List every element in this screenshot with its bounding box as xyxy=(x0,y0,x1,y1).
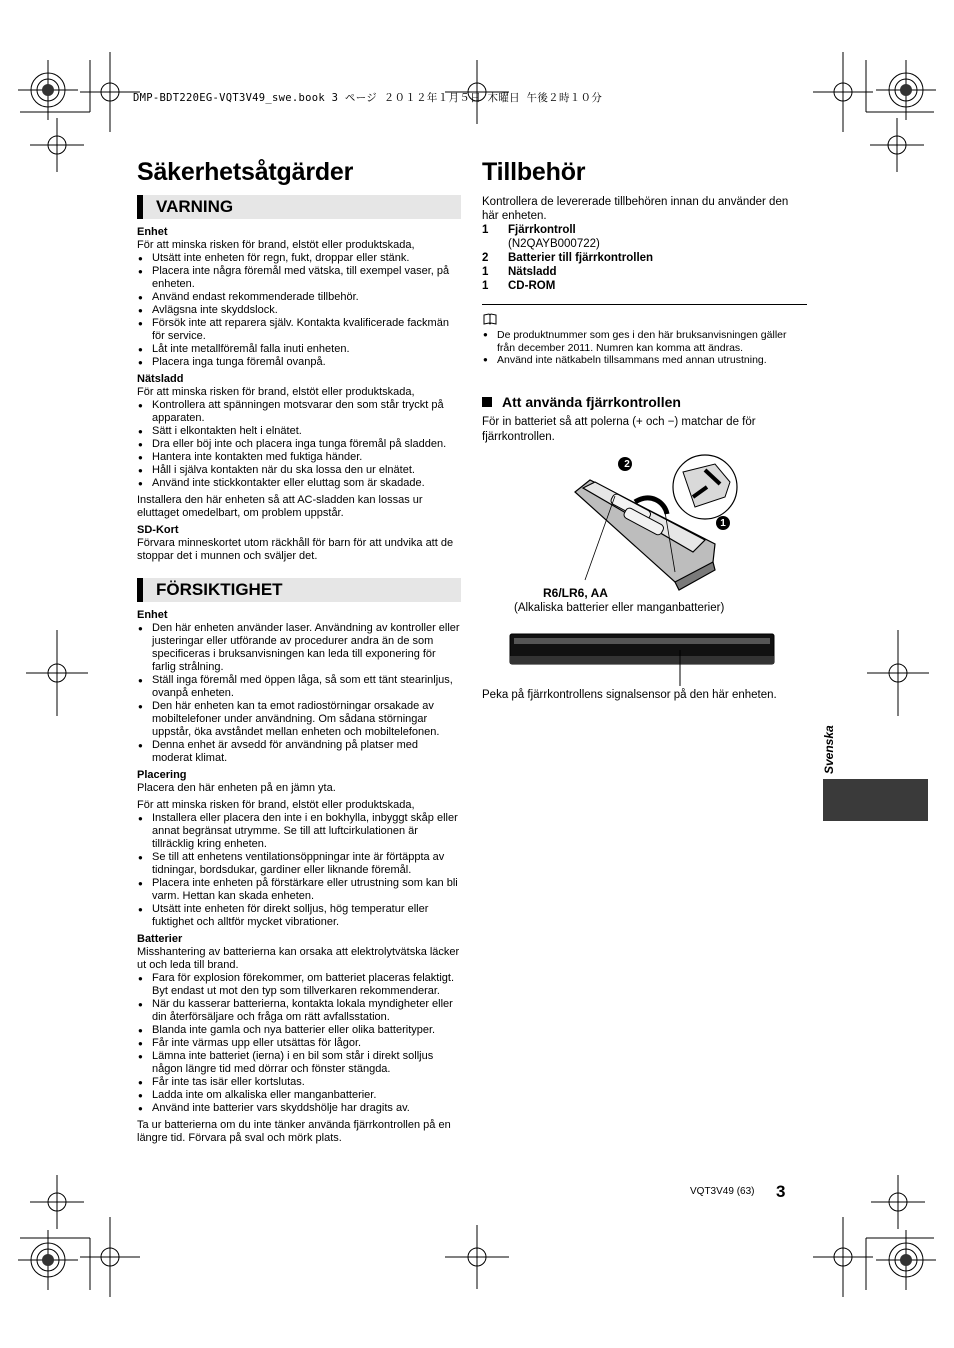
battery-type-label: R6/LR6, AA xyxy=(543,586,608,600)
natsladd-note: Installera den här enheten så att AC-sladden kan lossas ur eluttaget omedelbart, om problem uppstår. xyxy=(137,494,423,519)
list-item: ● Ställ inga föremål med öppen låga, så som ett tänt stearinljus, ovanpå enheten. xyxy=(137,674,461,700)
list-item: ● Hantera inte kontakten med fuktiga händer. xyxy=(137,451,461,464)
batterier-heading: Batterier xyxy=(137,933,183,945)
list-item: ● De produktnummer som ges i den här bruksanvisningen gäller från december 2011. Numren kan komma att ändras. xyxy=(482,329,807,354)
list-item: ● Kontrollera att spänningen motsvarar den som står tryckt på apparaten. xyxy=(137,399,461,425)
enhet2-heading: Enhet xyxy=(137,609,168,621)
batterier-list xyxy=(137,972,461,1115)
language-tab xyxy=(823,779,928,821)
list-item: ● Använd endast rekommenderade tillbehör. xyxy=(137,291,461,304)
list-item: ● Blanda inte gamla och nya batterier eller olika batterityper. xyxy=(137,1024,461,1037)
natsladd-list xyxy=(137,399,461,490)
varning-bar xyxy=(137,195,461,219)
list-item: ● Placera inga tunga föremål ovanpå. xyxy=(137,356,461,369)
language-tab-label: Svenska xyxy=(822,725,836,774)
list-item: ● Installera eller placera den inte i en bokhylla, inbyggt skåp eller annat begränsat utrymme. Se till att luftcirkulationen är tillräcklig kring enheten. xyxy=(137,812,461,851)
section-divider xyxy=(482,304,807,305)
accessory-qty: 1 xyxy=(482,224,489,236)
page-number: 3 xyxy=(776,1182,786,1201)
enhet-intro: För att minska risken för brand, elstöt eller produktskada, xyxy=(137,239,415,251)
sensor-note-block xyxy=(482,688,807,703)
list-item: ● Håll i själva kontakten när du ska lossa den ur elnätet. xyxy=(137,464,461,477)
accessory-name: Nätsladd xyxy=(508,266,557,278)
battery-type-sub: (Alkaliska batterier eller manganbatterier) xyxy=(514,602,725,614)
sensor-note: Peka på fjärrkontrollens signalsensor på den här enheten. xyxy=(482,689,777,701)
natsladd-heading: Nätsladd xyxy=(137,373,184,385)
accessory-item xyxy=(482,265,807,279)
document-code: VQT3V49 (63) xyxy=(690,1186,755,1197)
list-item: ● Avlägsna inte skyddslock. xyxy=(137,304,461,317)
remote-heading: Att använda fjärrkontrollen xyxy=(502,394,681,410)
list-item: ● När du kasserar batterierna, kontakta lokala myndigheter eller din återförsäljare och fråga om rätt avfallsstation. xyxy=(137,998,461,1024)
notes-list xyxy=(482,329,807,367)
batterier-note: Ta ur batterierna om du inte tänker använda fjärrkontrollen på en längre tid. Förvara på sval och mörk plats. xyxy=(137,1119,451,1144)
list-item: ● Använd inte batterier vars skyddshölje har dragits av. xyxy=(137,1102,461,1115)
list-item: ● Sätt i elkontakten helt i elnätet. xyxy=(137,425,461,438)
accessory-item xyxy=(482,223,807,251)
step-1-marker: 1 xyxy=(720,518,726,529)
print-header-line: DMP-BDT220EG-VQT3V49_swe.book 3 ページ ２０１２年１月５日 木曜日 午後２時１０分 xyxy=(133,92,603,104)
list-item: ● Låt inte metallföremål falla inuti enheten. xyxy=(137,343,461,356)
list-item: ● Använd inte nätkabeln tillsammans med annan utrustning. xyxy=(482,354,807,367)
remote-heading-row xyxy=(482,394,681,410)
forsiktighet-section xyxy=(137,609,461,1145)
placering-intro: För att minska risken för brand, elstöt eller produktskada, xyxy=(137,799,415,811)
forsiktighet-bar xyxy=(137,578,461,602)
square-bullet-icon xyxy=(482,397,492,407)
accessory-qty: 2 xyxy=(482,252,489,264)
placering-heading: Placering xyxy=(137,769,187,781)
list-item: ● Utsätt inte enheten för regn, fukt, droppar eller stänk. xyxy=(137,252,461,265)
varning-label: VARNING xyxy=(156,197,234,216)
list-item: ● Placera inte några föremål med vätska, till exempel vaser, på enheten. xyxy=(137,265,461,291)
accessory-qty: 1 xyxy=(482,280,489,292)
list-item: ● Den här enheten kan ta emot radiostörningar orsakade av mobiltelefoner under användning. Om sådana störningar uppstår, öka avståndet mellan enheten och mobiltelefonen. xyxy=(137,700,461,739)
enhet-list xyxy=(137,252,461,369)
list-item: ● Denna enhet är avsedd för användning på platser med moderat klimat. xyxy=(137,739,461,765)
list-item: ● Får inte värmas upp eller utsättas för lågor. xyxy=(137,1037,461,1050)
list-item: ● Dra eller böj inte och placera inga tunga föremål på sladden. xyxy=(137,438,461,451)
list-item: ● Utsätt inte enheten för direkt solljus, hög temperatur eller fuktighet och alltför mycket vibrationer. xyxy=(137,903,461,929)
accessory-code: (N2QAYB000722) xyxy=(508,238,600,250)
accessory-name: Batterier till fjärrkontrollen xyxy=(508,252,654,264)
accessory-item xyxy=(482,279,807,293)
list-item: ● Ladda inte om alkaliska eller manganbatterier. xyxy=(137,1089,461,1102)
placering-list xyxy=(137,812,461,929)
batterier-intro: Misshantering av batterierna kan orsaka att elektrolytvätska läcker ut och leda till brand. xyxy=(137,946,460,971)
accessory-name: Fjärrkontroll xyxy=(508,224,576,236)
list-item: ● Den här enheten använder laser. Användning av kontroller eller justeringar eller utförande av procedurer andra än de som specificeras i bruksanvisningen kan leda till exponering för farlig strålning. xyxy=(137,622,461,674)
list-item: ● Lämna inte batteriet (ierna) i en bil som står i direkt solljus någon längre tid med dörrar och fönster stängda. xyxy=(137,1050,461,1076)
list-item: ● Använd inte stickkontakter eller eluttag som är skadade. xyxy=(137,477,461,490)
list-item: ● Placera inte enheten på förstärkare eller utrustning som kan bli varm. Hettan kan skada enheten. xyxy=(137,877,461,903)
page-title-safety: Säkerhetsåtgärder xyxy=(137,158,354,186)
accessories-section xyxy=(482,195,807,293)
placering-line: Placera den här enheten på en jämn yta. xyxy=(137,782,336,794)
sdkort-text: Förvara minneskortet utom räckhåll för barn för att undvika att de stoppar det i munnen och sväljer det. xyxy=(137,537,454,562)
list-item: ● Får inte tas isär eller kortslutas. xyxy=(137,1076,461,1089)
player-illustration xyxy=(508,630,776,688)
remote-intro: För in batteriet så att polerna (+ och −) matchar de för fjärrkontrollen. xyxy=(482,416,756,443)
step-2-marker: 2 xyxy=(624,459,630,470)
accessories-intro: Kontrollera de levererade tillbehören innan du använder den här enheten. xyxy=(482,196,789,222)
remote-intro-block xyxy=(482,415,807,444)
enhet2-list xyxy=(137,622,461,765)
accessory-qty: 1 xyxy=(482,266,489,278)
accessory-item xyxy=(482,251,807,265)
enhet-heading: Enhet xyxy=(137,226,168,238)
list-item: ● Se till att enhetens ventilationsöppningar inte är förtäppta av tidningar, bordsdukar, gardiner eller liknande föremål. xyxy=(137,851,461,877)
page-title-accessories: Tillbehör xyxy=(482,158,586,186)
notes-section xyxy=(482,329,807,367)
natsladd-intro: För att minska risken för brand, elstöt eller produktskada, xyxy=(137,386,415,398)
forsiktighet-label: FÖRSIKTIGHET xyxy=(156,580,283,599)
accessory-name: CD-ROM xyxy=(508,280,556,292)
sdkort-heading: SD-Kort xyxy=(137,524,179,536)
note-book-icon xyxy=(483,313,497,325)
varning-section xyxy=(137,226,461,563)
list-item: ● Fara för explosion förekommer, om batteriet placeras felaktigt. Byt endast ut mot den typ som tillverkaren rekommenderar. xyxy=(137,972,461,998)
list-item: ● Försök inte att reparera själv. Kontakta kvalificerade fackmän för service. xyxy=(137,317,461,343)
